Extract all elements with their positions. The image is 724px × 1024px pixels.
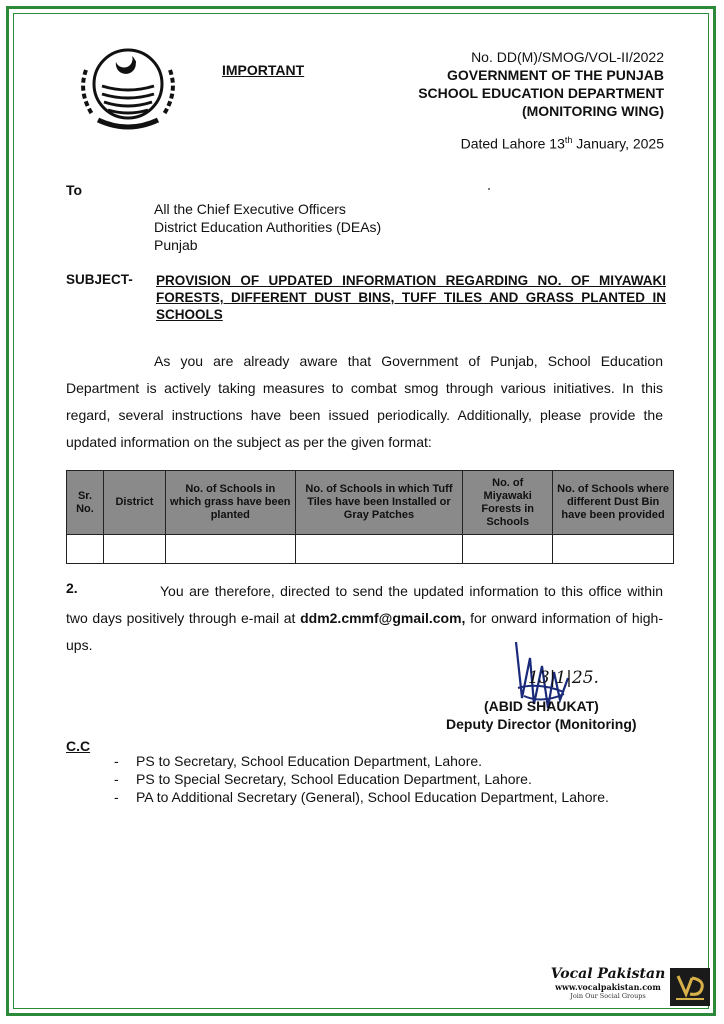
header-miyawaki-forests: No. of Miyawaki Forests in Schools — [463, 471, 553, 535]
information-format-table — [66, 470, 674, 564]
addressee-line-1: All the Chief Executive Officers — [154, 201, 346, 217]
subject-text: PROVISION OF UPDATED INFORMATION REGARDING NO. OF MIYAWAKI FORESTS, DIFFERENT DUST BINS, TUFF TILES AND GRASS PLANTED IN SCHOOLS — [156, 273, 666, 322]
cc-list — [114, 752, 609, 806]
punjab-emblem-logo — [72, 40, 184, 132]
paragraph-1: As you are already aware that Government of Punjab, School Education Department is actively taking measures to combat smog through various initiatives. In this regard, several instructions have been issued periodically. Additionally, please provide the updated information on the subject as per the given format: — [66, 353, 663, 450]
cc-item: - PS to Special Secretary, School Education Department, Lahore. — [114, 770, 609, 788]
letterhead — [418, 48, 664, 120]
header-tuff-tiles: No. of Schools in which Tuff Tiles have been Installed or Gray Patches — [295, 471, 463, 535]
header-district: District — [103, 471, 165, 535]
vocal-pakistan-logo — [670, 968, 710, 1006]
table-cell — [67, 535, 104, 564]
paragraph-2-number: 2. — [66, 580, 78, 596]
watermark-url[interactable]: www.vocalpakistan.com — [555, 982, 661, 992]
header-grass-planted: No. of Schools in which grass have been planted — [165, 471, 295, 535]
vocal-pakistan-watermark — [548, 966, 668, 1000]
signature-date: 13|1|25. — [528, 668, 599, 688]
department-name: SCHOOL EDUCATION DEPARTMENT — [418, 85, 664, 101]
stray-mark — [488, 188, 490, 190]
cc-label: C.C — [66, 738, 91, 754]
table-header-row — [67, 471, 674, 535]
date-rest: January, 2025 — [572, 135, 664, 152]
signatory-title: Deputy Director (Monitoring) — [446, 716, 637, 732]
table-cell — [463, 535, 553, 564]
table-cell — [103, 535, 165, 564]
table-cell — [553, 535, 674, 564]
email-address[interactable]: ddm2.cmmf@gmail.com, — [300, 610, 466, 626]
wing-name: (MONITORING WING) — [521, 103, 664, 119]
cc-item: - PS to Secretary, School Education Department, Lahore. — [114, 752, 609, 770]
government-name: GOVERNMENT OF THE PUNJAB — [446, 67, 664, 83]
table-cell — [295, 535, 463, 564]
addressee-line-3: Punjab — [154, 237, 198, 253]
addressee-block — [154, 200, 381, 254]
watermark-join: Join Our Social Groups — [570, 992, 646, 1000]
table-cell — [165, 535, 295, 564]
header-sr-no: Sr. No. — [67, 471, 104, 535]
paragraph-2-text: You are therefore, directed to send the updated information to this office within two days positively through e-mail at — [66, 583, 663, 626]
cc-item: - PA to Additional Secretary (General), School Education Department, Lahore. — [114, 788, 609, 806]
date-suffix-th: th — [564, 135, 573, 145]
important-label: IMPORTANT — [222, 62, 305, 78]
signatory-name: (ABID SHAUKAT) — [484, 698, 599, 714]
addressee-line-2: District Education Authorities (DEAs) — [154, 219, 382, 235]
subject-label: SUBJECT- — [66, 272, 133, 287]
table-row — [67, 535, 674, 564]
header-dust-bins: No. of Schools where different Dust Bin have been provided — [553, 471, 674, 535]
watermark-name: Vocal Pakistan — [550, 966, 666, 982]
date-prefix: Dated Lahore 13 — [460, 135, 565, 152]
paragraph-2-text-end: for onward information of high-ups. — [66, 610, 663, 653]
to-label: To — [66, 182, 83, 198]
reference-number: No. DD(M)/SMOG/VOL-II/2022 — [471, 49, 664, 65]
date-line — [461, 135, 664, 152]
